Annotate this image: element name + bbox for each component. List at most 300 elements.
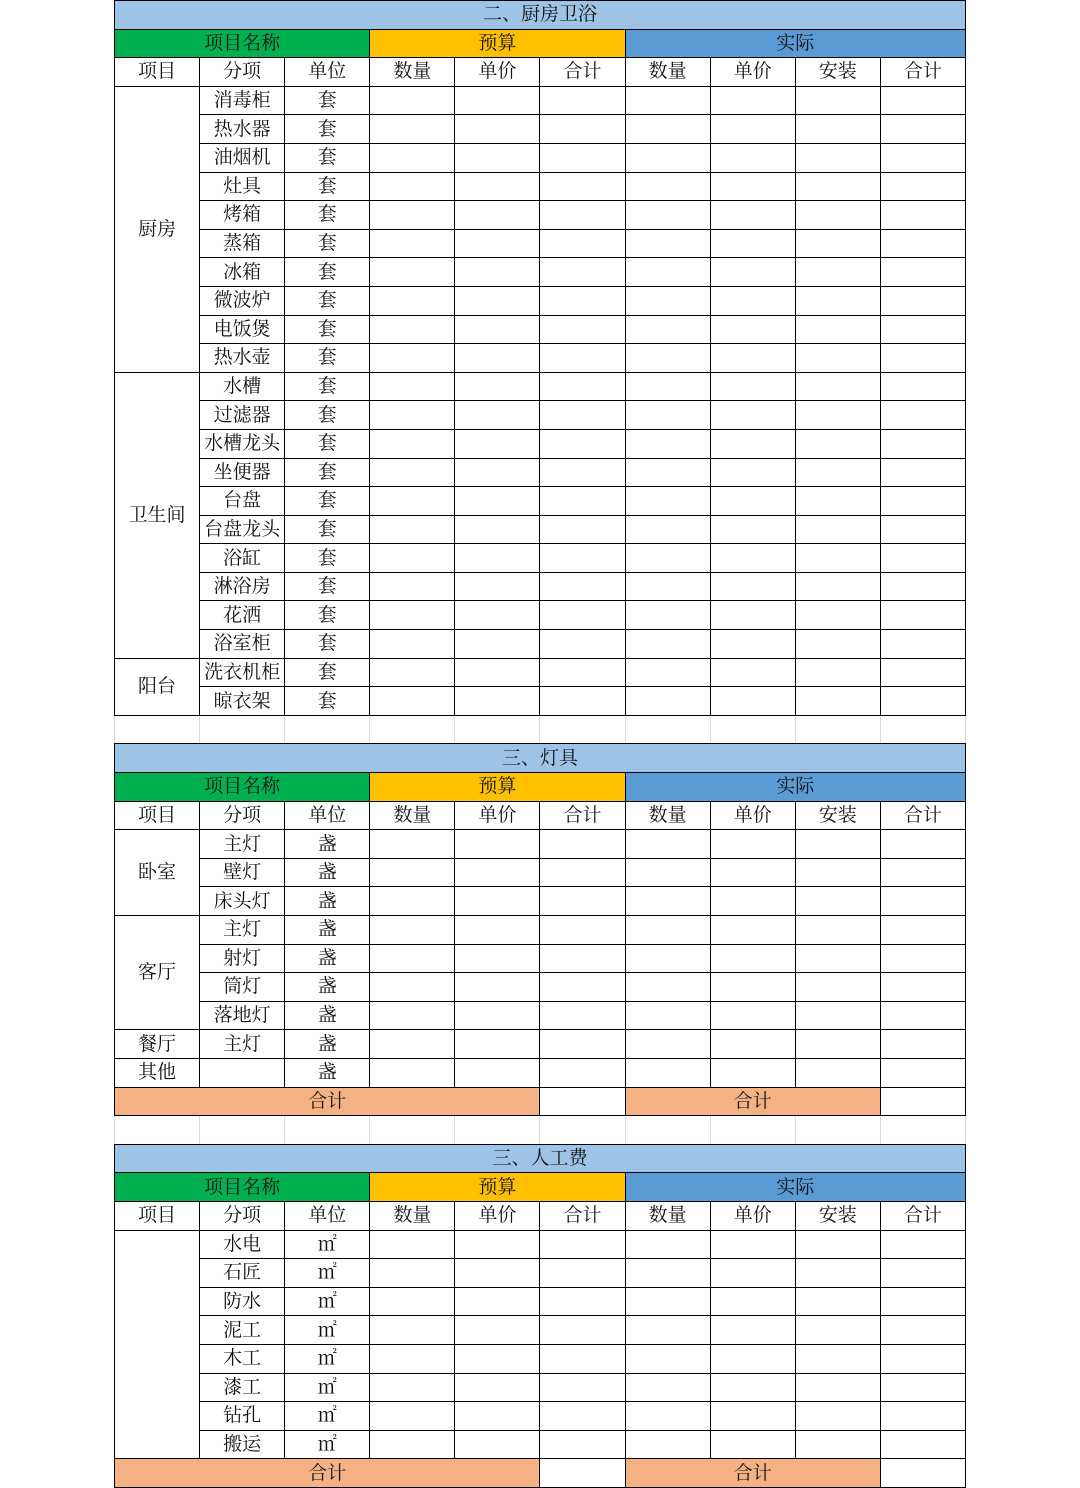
budget-total-cell[interactable] [540,458,625,487]
actual-price-cell[interactable] [710,115,795,144]
budget-qty-cell[interactable] [370,687,455,716]
budget-qty-cell[interactable] [370,830,455,859]
budget-price-cell[interactable] [455,973,540,1002]
budget-price-cell[interactable] [455,687,540,716]
budget-qty-cell[interactable] [370,1430,455,1459]
budget-qty-cell[interactable] [370,1030,455,1059]
actual-install-cell[interactable] [795,830,880,859]
actual-price-cell[interactable] [710,572,795,601]
budget-total-cell[interactable] [540,858,625,887]
spacer-row [115,715,966,744]
budget-qty-cell[interactable] [370,115,455,144]
actual-total-cell[interactable] [880,315,965,344]
actual-total-cell[interactable] [880,944,965,973]
actual-install-cell[interactable] [795,201,880,230]
budget-total-cell[interactable] [540,1001,625,1030]
budget-price-cell[interactable] [455,401,540,430]
actual-qty-cell[interactable] [625,429,710,458]
budget-grand-total-cell[interactable] [540,1459,625,1488]
actual-install-cell[interactable] [795,429,880,458]
actual-total-cell[interactable] [880,372,965,401]
budget-total-cell[interactable] [540,315,625,344]
budget-qty-cell[interactable] [370,1373,455,1402]
actual-install-cell[interactable] [795,86,880,115]
budget-qty-cell[interactable] [370,1230,455,1259]
actual-total-cell[interactable] [880,658,965,687]
budget-total-cell[interactable] [540,86,625,115]
actual-qty-cell[interactable] [625,487,710,516]
header-budget: 预算 [370,1173,625,1202]
budget-total-cell[interactable] [540,515,625,544]
budget-total-cell[interactable] [540,973,625,1002]
actual-total-cell[interactable] [880,1316,965,1345]
budget-qty-cell[interactable] [370,172,455,201]
actual-install-cell[interactable] [795,916,880,945]
budget-total-cell[interactable] [540,172,625,201]
actual-total-cell[interactable] [880,286,965,315]
actual-total-cell[interactable] [880,1230,965,1259]
actual-price-cell[interactable] [710,429,795,458]
actual-qty-cell[interactable] [625,172,710,201]
actual-price-cell[interactable] [710,887,795,916]
actual-qty-cell[interactable] [625,258,710,287]
budget-total-cell[interactable] [540,601,625,630]
actual-install-cell[interactable] [795,1058,880,1087]
actual-install-cell[interactable] [795,401,880,430]
budget-total-cell[interactable] [540,572,625,601]
actual-price-cell[interactable] [710,544,795,573]
empty-cell[interactable] [370,1116,455,1145]
actual-qty-cell[interactable] [625,1373,710,1402]
actual-qty-cell[interactable] [625,143,710,172]
budget-qty-cell[interactable] [370,1259,455,1288]
budget-price-cell[interactable] [455,315,540,344]
actual-install-cell[interactable] [795,1230,880,1259]
actual-total-cell[interactable] [880,115,965,144]
actual-price-cell[interactable] [710,1001,795,1030]
actual-price-cell[interactable] [710,858,795,887]
actual-qty-cell[interactable] [625,1316,710,1345]
empty-cell[interactable] [285,1116,370,1145]
actual-total-cell[interactable] [880,544,965,573]
actual-total-cell[interactable] [880,1259,965,1288]
budget-price-cell[interactable] [455,1430,540,1459]
actual-price-cell[interactable] [710,487,795,516]
actual-qty-cell[interactable] [625,515,710,544]
actual-qty-cell[interactable] [625,687,710,716]
actual-total-cell[interactable] [880,515,965,544]
budget-qty-cell[interactable] [370,1287,455,1316]
budget-price-cell[interactable] [455,86,540,115]
budget-qty-cell[interactable] [370,429,455,458]
actual-price-cell[interactable] [710,515,795,544]
actual-price-cell[interactable] [710,1430,795,1459]
actual-total-cell[interactable] [880,1373,965,1402]
actual-total-cell[interactable] [880,429,965,458]
actual-install-cell[interactable] [795,315,880,344]
actual-install-cell[interactable] [795,372,880,401]
actual-install-cell[interactable] [795,544,880,573]
budget-qty-cell[interactable] [370,1402,455,1431]
actual-qty-cell[interactable] [625,315,710,344]
actual-qty-cell[interactable] [625,658,710,687]
empty-cell[interactable] [540,1116,625,1145]
budget-price-cell[interactable] [455,258,540,287]
actual-install-cell[interactable] [795,1001,880,1030]
actual-price-cell[interactable] [710,315,795,344]
budget-total-cell[interactable] [540,630,625,659]
budget-total-cell[interactable] [540,1402,625,1431]
budget-price-cell[interactable] [455,515,540,544]
actual-price-cell[interactable] [710,229,795,258]
actual-qty-cell[interactable] [625,401,710,430]
actual-price-cell[interactable] [710,344,795,373]
actual-qty-cell[interactable] [625,1259,710,1288]
budget-qty-cell[interactable] [370,1316,455,1345]
actual-qty-cell[interactable] [625,344,710,373]
budget-price-cell[interactable] [455,887,540,916]
actual-qty-cell[interactable] [625,201,710,230]
actual-total-cell[interactable] [880,858,965,887]
budget-price-cell[interactable] [455,858,540,887]
actual-install-cell[interactable] [795,344,880,373]
budget-total-cell[interactable] [540,1344,625,1373]
actual-price-cell[interactable] [710,687,795,716]
budget-price-cell[interactable] [455,916,540,945]
actual-total-cell[interactable] [880,258,965,287]
actual-qty-cell[interactable] [625,1344,710,1373]
actual-grand-total-cell[interactable] [880,1087,965,1116]
actual-price-cell[interactable] [710,1230,795,1259]
actual-qty-cell[interactable] [625,630,710,659]
actual-total-cell[interactable] [880,630,965,659]
actual-price-cell[interactable] [710,1316,795,1345]
actual-price-cell[interactable] [710,973,795,1002]
budget-qty-cell[interactable] [370,315,455,344]
actual-total-cell[interactable] [880,1430,965,1459]
actual-qty-cell[interactable] [625,1402,710,1431]
budget-price-cell[interactable] [455,115,540,144]
actual-qty-cell[interactable] [625,887,710,916]
actual-price-cell[interactable] [710,372,795,401]
budget-total-cell[interactable] [540,258,625,287]
actual-price-cell[interactable] [710,258,795,287]
actual-price-cell[interactable] [710,286,795,315]
budget-total-cell[interactable] [540,658,625,687]
actual-qty-cell[interactable] [625,572,710,601]
actual-price-cell[interactable] [710,458,795,487]
actual-qty-cell[interactable] [625,1030,710,1059]
budget-total-cell[interactable] [540,916,625,945]
actual-qty-cell[interactable] [625,944,710,973]
actual-qty-cell[interactable] [625,1230,710,1259]
actual-qty-cell[interactable] [625,1287,710,1316]
budget-qty-cell[interactable] [370,286,455,315]
budget-price-cell[interactable] [455,201,540,230]
budget-qty-cell[interactable] [370,630,455,659]
actual-price-cell[interactable] [710,1402,795,1431]
empty-cell[interactable] [880,1116,965,1145]
empty-cell[interactable] [795,1116,880,1145]
actual-total-cell[interactable] [880,1344,965,1373]
budget-qty-cell[interactable] [370,344,455,373]
actual-total-cell[interactable] [880,172,965,201]
actual-qty-cell[interactable] [625,973,710,1002]
actual-total-cell[interactable] [880,1030,965,1059]
budget-price-cell[interactable] [455,1316,540,1345]
budget-total-cell[interactable] [540,1316,625,1345]
budget-total-cell[interactable] [540,372,625,401]
actual-install-cell[interactable] [795,1344,880,1373]
empty-cell[interactable] [200,1116,285,1145]
budget-total-cell[interactable] [540,1287,625,1316]
budget-qty-cell[interactable] [370,1058,455,1087]
budget-qty-cell[interactable] [370,944,455,973]
actual-price-cell[interactable] [710,601,795,630]
budget-qty-cell[interactable] [370,887,455,916]
budget-qty-cell[interactable] [370,487,455,516]
actual-total-cell[interactable] [880,487,965,516]
budget-price-cell[interactable] [455,630,540,659]
empty-cell[interactable] [710,715,795,744]
empty-cell[interactable] [285,715,370,744]
actual-total-cell[interactable] [880,143,965,172]
empty-cell[interactable] [455,715,540,744]
budget-qty-cell[interactable] [370,973,455,1002]
budget-price-cell[interactable] [455,1259,540,1288]
budget-qty-cell[interactable] [370,143,455,172]
actual-install-cell[interactable] [795,1402,880,1431]
budget-price-cell[interactable] [455,1230,540,1259]
budget-total-cell[interactable] [540,229,625,258]
actual-qty-cell[interactable] [625,86,710,115]
actual-install-cell[interactable] [795,630,880,659]
empty-cell[interactable] [200,715,285,744]
actual-total-cell[interactable] [880,401,965,430]
actual-install-cell[interactable] [795,858,880,887]
actual-price-cell[interactable] [710,86,795,115]
actual-total-cell[interactable] [880,687,965,716]
actual-install-cell[interactable] [795,143,880,172]
actual-qty-cell[interactable] [625,916,710,945]
actual-price-cell[interactable] [710,401,795,430]
budget-total-cell[interactable] [540,201,625,230]
budget-qty-cell[interactable] [370,515,455,544]
actual-total-cell[interactable] [880,830,965,859]
budget-price-cell[interactable] [455,1402,540,1431]
actual-install-cell[interactable] [795,229,880,258]
budget-qty-cell[interactable] [370,858,455,887]
actual-total-cell[interactable] [880,229,965,258]
budget-qty-cell[interactable] [370,229,455,258]
actual-qty-cell[interactable] [625,286,710,315]
budget-total-cell[interactable] [540,344,625,373]
actual-price-cell[interactable] [710,830,795,859]
actual-install-cell[interactable] [795,1373,880,1402]
actual-qty-cell[interactable] [625,544,710,573]
empty-cell[interactable] [115,1116,200,1145]
budget-price-cell[interactable] [455,544,540,573]
actual-total-cell[interactable] [880,887,965,916]
budget-price-cell[interactable] [455,143,540,172]
actual-price-cell[interactable] [710,916,795,945]
actual-price-cell[interactable] [710,1344,795,1373]
budget-price-cell[interactable] [455,487,540,516]
budget-qty-cell[interactable] [370,86,455,115]
budget-price-cell[interactable] [455,458,540,487]
budget-price-cell[interactable] [455,229,540,258]
budget-price-cell[interactable] [455,372,540,401]
actual-qty-cell[interactable] [625,458,710,487]
actual-install-cell[interactable] [795,687,880,716]
budget-price-cell[interactable] [455,1344,540,1373]
budget-total-cell[interactable] [540,830,625,859]
actual-install-cell[interactable] [795,286,880,315]
budget-qty-cell[interactable] [370,658,455,687]
actual-price-cell[interactable] [710,630,795,659]
actual-price-cell[interactable] [710,201,795,230]
actual-qty-cell[interactable] [625,372,710,401]
budget-total-cell[interactable] [540,944,625,973]
empty-cell[interactable] [625,715,710,744]
actual-total-cell[interactable] [880,458,965,487]
actual-price-cell[interactable] [710,172,795,201]
empty-cell[interactable] [370,715,455,744]
budget-qty-cell[interactable] [370,601,455,630]
actual-total-cell[interactable] [880,973,965,1002]
actual-install-cell[interactable] [795,172,880,201]
empty-cell[interactable] [455,1116,540,1145]
empty-cell[interactable] [115,715,200,744]
budget-price-cell[interactable] [455,1287,540,1316]
actual-install-cell[interactable] [795,572,880,601]
budget-total-cell[interactable] [540,1058,625,1087]
actual-install-cell[interactable] [795,601,880,630]
budget-price-cell[interactable] [455,1373,540,1402]
actual-install-cell[interactable] [795,1430,880,1459]
budget-qty-cell[interactable] [370,916,455,945]
actual-install-cell[interactable] [795,1287,880,1316]
empty-cell[interactable] [625,1116,710,1145]
actual-total-cell[interactable] [880,1402,965,1431]
actual-qty-cell[interactable] [625,1430,710,1459]
budget-qty-cell[interactable] [370,401,455,430]
actual-price-cell[interactable] [710,658,795,687]
actual-install-cell[interactable] [795,1030,880,1059]
actual-install-cell[interactable] [795,258,880,287]
empty-cell[interactable] [880,715,965,744]
empty-cell[interactable] [795,715,880,744]
budget-total-cell[interactable] [540,687,625,716]
budget-total-cell[interactable] [540,1030,625,1059]
actual-price-cell[interactable] [710,1373,795,1402]
actual-total-cell[interactable] [880,916,965,945]
budget-qty-cell[interactable] [370,1344,455,1373]
actual-price-cell[interactable] [710,1030,795,1059]
budget-price-cell[interactable] [455,1058,540,1087]
budget-price-cell[interactable] [455,830,540,859]
budget-price-cell[interactable] [455,1001,540,1030]
actual-qty-cell[interactable] [625,115,710,144]
actual-install-cell[interactable] [795,115,880,144]
empty-cell[interactable] [540,715,625,744]
budget-total-cell[interactable] [540,887,625,916]
actual-qty-cell[interactable] [625,601,710,630]
actual-install-cell[interactable] [795,487,880,516]
budget-total-cell[interactable] [540,1430,625,1459]
budget-total-cell[interactable] [540,429,625,458]
actual-qty-cell[interactable] [625,229,710,258]
actual-install-cell[interactable] [795,515,880,544]
actual-total-cell[interactable] [880,344,965,373]
budget-qty-cell[interactable] [370,372,455,401]
actual-total-cell[interactable] [880,201,965,230]
empty-cell[interactable] [710,1116,795,1145]
budget-total-cell[interactable] [540,487,625,516]
actual-total-cell[interactable] [880,601,965,630]
item-cell: 木工 [200,1344,285,1373]
budget-price-cell[interactable] [455,601,540,630]
budget-price-cell[interactable] [455,286,540,315]
actual-total-cell[interactable] [880,1058,965,1087]
budget-total-cell[interactable] [540,401,625,430]
actual-price-cell[interactable] [710,143,795,172]
actual-install-cell[interactable] [795,658,880,687]
actual-install-cell[interactable] [795,1316,880,1345]
actual-install-cell[interactable] [795,973,880,1002]
actual-qty-cell[interactable] [625,830,710,859]
actual-total-cell[interactable] [880,572,965,601]
budget-price-cell[interactable] [455,1030,540,1059]
budget-qty-cell[interactable] [370,258,455,287]
actual-total-cell[interactable] [880,1001,965,1030]
actual-qty-cell[interactable] [625,1001,710,1030]
budget-total-cell[interactable] [540,544,625,573]
actual-price-cell[interactable] [710,944,795,973]
budget-qty-cell[interactable] [370,201,455,230]
actual-price-cell[interactable] [710,1259,795,1288]
budget-price-cell[interactable] [455,658,540,687]
budget-price-cell[interactable] [455,172,540,201]
budget-total-cell[interactable] [540,115,625,144]
budget-price-cell[interactable] [455,344,540,373]
budget-qty-cell[interactable] [370,1001,455,1030]
actual-price-cell[interactable] [710,1058,795,1087]
actual-total-cell[interactable] [880,1287,965,1316]
budget-total-cell[interactable] [540,1230,625,1259]
budget-price-cell[interactable] [455,944,540,973]
budget-total-cell[interactable] [540,1259,625,1288]
actual-grand-total-cell[interactable] [880,1459,965,1488]
budget-price-cell[interactable] [455,572,540,601]
budget-grand-total-cell[interactable] [540,1087,625,1116]
actual-install-cell[interactable] [795,458,880,487]
actual-install-cell[interactable] [795,887,880,916]
budget-qty-cell[interactable] [370,458,455,487]
actual-qty-cell[interactable] [625,1058,710,1087]
actual-install-cell[interactable] [795,1259,880,1288]
actual-qty-cell[interactable] [625,858,710,887]
budget-price-cell[interactable] [455,429,540,458]
budget-total-cell[interactable] [540,1373,625,1402]
budget-qty-cell[interactable] [370,572,455,601]
budget-qty-cell[interactable] [370,544,455,573]
budget-total-cell[interactable] [540,286,625,315]
budget-total-cell[interactable] [540,143,625,172]
actual-total-cell[interactable] [880,86,965,115]
actual-price-cell[interactable] [710,1287,795,1316]
actual-install-cell[interactable] [795,944,880,973]
